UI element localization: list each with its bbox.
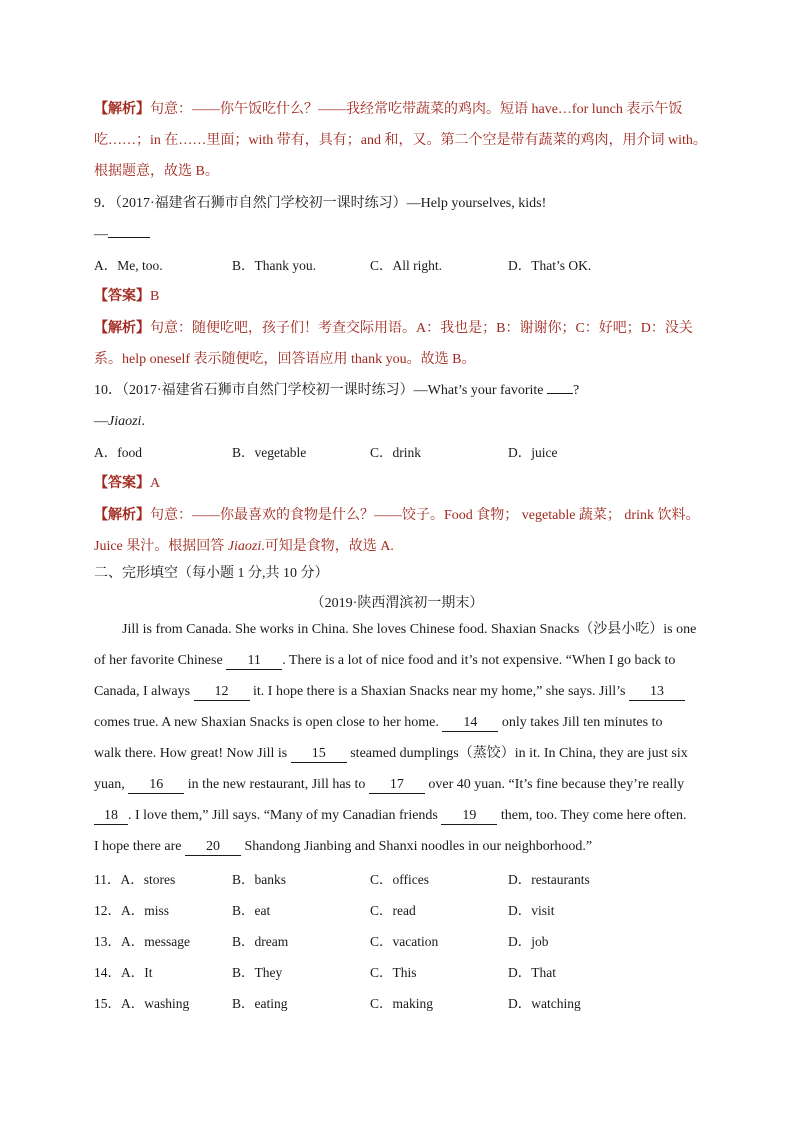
option-a: 14．A．It bbox=[94, 965, 153, 980]
answer-word: Jiaozi bbox=[108, 414, 142, 429]
passage-line-8 bbox=[94, 837, 704, 857]
blank-14: 14 bbox=[442, 715, 498, 732]
passage-text: . I love them,” Jill says. “Many of my Canadian friends bbox=[128, 808, 438, 823]
analysis-text: 句意：——你午饭吃什么？——我经常吃带蔬菜的鸡肉。短语 have…for lunch 表示午饭 bbox=[150, 102, 683, 117]
q9-stem: 9．（2017·福建省石狮市自然门学校初一课时练习）—Help yourselves, kids! bbox=[94, 196, 547, 211]
option-b: B．eat bbox=[232, 903, 271, 918]
analysis-text-a: Juice 果汁。根据回答 bbox=[94, 539, 228, 554]
passage-text: only takes Jill ten minutes to bbox=[501, 715, 663, 730]
section-source: （2019·陕西渭滨初一期末） bbox=[310, 596, 484, 611]
passage-text: it. I hope there is a Shaxian Snacks near my home,” she says. Jill’s bbox=[253, 684, 626, 699]
passage-line-5 bbox=[94, 744, 704, 764]
analysis-text: 句意：随便吃吧，孩子们！考查交际用语。A：我也是；B：谢谢你；C：好吧；D：没关 bbox=[150, 321, 693, 336]
passage-line-4 bbox=[94, 713, 704, 733]
passage-text: . There is a lot of nice food and it’s not expensive. “When I go back to bbox=[282, 653, 676, 668]
answer-value: B bbox=[150, 289, 160, 304]
option-b: B．eating bbox=[232, 996, 288, 1011]
q8-analysis-line2: 吃……；in 在……里面；with 带有，具有；and 和，又。第二个空是带有蔬菜的鸡肉，用介词 with。 bbox=[94, 133, 707, 148]
passage-text: Shandong Jianbing and Shanxi noodles in our neighborhood.” bbox=[244, 839, 593, 854]
q10-stem bbox=[94, 381, 704, 401]
option-c: C．read bbox=[370, 903, 416, 918]
option-d: D．restaurants bbox=[508, 872, 590, 887]
q9-option-c: C．All right. bbox=[370, 258, 443, 273]
q10-stem-text: 10．（2017·福建省石狮市自然门学校初一课时练习）—What’s your favorite bbox=[94, 383, 544, 398]
option-a: 12．A．miss bbox=[94, 903, 170, 918]
q10-analysis-line2 bbox=[94, 537, 704, 557]
passage-line-2 bbox=[94, 651, 704, 671]
blank-20: 20 bbox=[185, 839, 241, 856]
q10-question-mark: ? bbox=[573, 383, 580, 398]
passage-line-1 bbox=[94, 620, 704, 640]
q9-option-b: B．Thank you. bbox=[232, 258, 316, 273]
answer-tag: 【答案】 bbox=[94, 476, 150, 491]
analysis-tag: 【解析】 bbox=[94, 508, 150, 523]
option-c: C．making bbox=[370, 996, 433, 1011]
passage-text: Jill is from Canada. She works in China. She loves Chinese food. Shaxian Snacks（沙县小吃）is one bbox=[122, 622, 697, 637]
q10-option-a: A．food bbox=[94, 445, 142, 460]
option-d: D．watching bbox=[508, 996, 581, 1011]
option-b: B．dream bbox=[232, 934, 289, 949]
passage-text: yuan, bbox=[94, 777, 125, 792]
passage-line-6 bbox=[94, 775, 704, 795]
answer-tag: 【答案】 bbox=[94, 289, 150, 304]
q10-answer-line bbox=[94, 412, 704, 432]
passage-text: walk there. How great! Now Jill is bbox=[94, 746, 288, 761]
blank-16: 16 bbox=[128, 777, 184, 794]
passage-text: them, too. They come here often. bbox=[500, 808, 687, 823]
passage-text: I hope there are bbox=[94, 839, 182, 854]
q9-option-a: A．Me, too. bbox=[94, 258, 163, 273]
answer-blank bbox=[108, 237, 150, 238]
analysis-word: Jiaozi bbox=[227, 539, 262, 554]
blank-19: 19 bbox=[441, 808, 497, 825]
passage-text: of her favorite Chinese bbox=[94, 653, 223, 668]
blank-18: 18 bbox=[94, 808, 128, 825]
q10-option-c: C．drink bbox=[370, 445, 422, 460]
passage-text: Canada, I always bbox=[94, 684, 191, 699]
analysis-tag: 【解析】 bbox=[94, 102, 150, 117]
q10-blank bbox=[547, 393, 573, 394]
answer-dash: — bbox=[94, 227, 108, 242]
q9-option-d: D．That’s OK. bbox=[508, 258, 592, 273]
option-c: C．This bbox=[370, 965, 417, 980]
answer-period: . bbox=[141, 414, 145, 429]
q10-analysis-line1 bbox=[94, 506, 704, 526]
option-c: C．offices bbox=[370, 872, 429, 887]
q9-answer bbox=[94, 287, 704, 307]
passage-text: steamed dumplings（蒸饺）in it. In China, they are just six bbox=[350, 746, 688, 761]
analysis-text: 句意：——你最喜欢的食物是什么？——饺子。Food 食物； vegetable 蔬菜； drink 饮料。 bbox=[150, 508, 700, 523]
option-b: B．They bbox=[232, 965, 283, 980]
passage-text: over 40 yuan. “It’s fine because they’re really bbox=[428, 777, 685, 792]
q10-option-d: D．juice bbox=[508, 445, 558, 460]
passage-line-7 bbox=[94, 806, 704, 826]
analysis-text-b: .可知是食物，故选 A. bbox=[261, 539, 394, 554]
option-d: D．visit bbox=[508, 903, 555, 918]
q9-analysis-line1 bbox=[94, 319, 704, 339]
option-a: 13．A．message bbox=[94, 934, 190, 949]
option-a: 15．A．washing bbox=[94, 996, 190, 1011]
q8-analysis-line1 bbox=[94, 100, 704, 120]
blank-15: 15 bbox=[291, 746, 347, 763]
passage-line-3 bbox=[94, 682, 704, 702]
q8-analysis-line3: 根据题意，故选 B。 bbox=[94, 164, 219, 179]
analysis-tag: 【解析】 bbox=[94, 321, 150, 336]
blank-17: 17 bbox=[369, 777, 425, 794]
blank-11: 11 bbox=[226, 653, 282, 670]
option-b: B．banks bbox=[232, 872, 286, 887]
blank-12: 12 bbox=[194, 684, 250, 701]
passage-text: in the new restaurant, Jill has to bbox=[187, 777, 366, 792]
blank-13: 13 bbox=[629, 684, 685, 701]
option-d: D．job bbox=[508, 934, 549, 949]
q9-analysis-line2: 系。help oneself 表示随便吃，回答语应用 thank you。故选 B。 bbox=[94, 352, 476, 367]
answer-dash: — bbox=[94, 414, 108, 429]
q10-option-b: B．vegetable bbox=[232, 445, 307, 460]
q10-answer bbox=[94, 474, 704, 494]
passage-text: comes true. A new Shaxian Snacks is open close to her home. bbox=[94, 715, 439, 730]
option-d: D．That bbox=[508, 965, 556, 980]
answer-value: A bbox=[150, 476, 161, 491]
section-title: 二、完形填空（每小题 1 分,共 10 分） bbox=[94, 566, 329, 581]
option-c: C．vacation bbox=[370, 934, 439, 949]
option-a: 11．A．stores bbox=[94, 872, 176, 887]
q9-answer-line bbox=[94, 225, 704, 245]
